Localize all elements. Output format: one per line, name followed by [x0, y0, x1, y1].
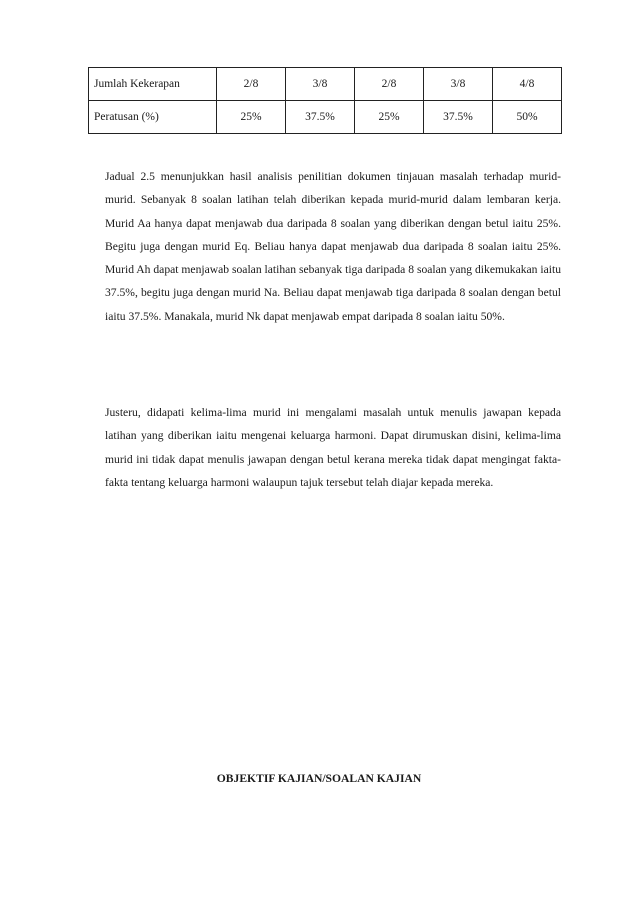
table-row-percentage [89, 101, 562, 134]
table-cell: 37.5% [424, 101, 493, 134]
table-cell: 37.5% [286, 101, 355, 134]
row-label: Peratusan (%) [89, 101, 217, 134]
section-heading: OBJEKTIF KAJIAN/SOALAN KAJIAN [216, 772, 422, 785]
table-cell: 2/8 [217, 68, 286, 101]
table-cell: 3/8 [286, 68, 355, 101]
table-cell: 25% [217, 101, 286, 134]
conclusion-paragraph: Justeru, didapati kelima-lima murid ini mengalami masalah untuk menulis jawapan kepada latihan yang diberikan iaitu mengenai keluarga harmoni. Dapat dirumuskan disini, kelima-lima murid ini tidak dapat menulis jawapan dengan betul kerana mereka tidak dapat mengingat fakta-fakta tentang keluarga harmoni walaupun tajuk tersebut telah diajar kepada mereka. [105, 406, 561, 489]
table-cell: 50% [493, 101, 562, 134]
table-row-frequency [89, 68, 562, 101]
frequency-table [88, 67, 562, 134]
row-label: Jumlah Kekerapan [89, 68, 217, 101]
table-cell: 3/8 [424, 68, 493, 101]
table-cell: 25% [355, 101, 424, 134]
analysis-paragraph: Jadual 2.5 menunjukkan hasil analisis penilitian dokumen tinjauan masalah terhadap murid-murid. Sebanyak 8 soalan latihan telah diberikan kepada murid-murid dalam lembaran kerja. Murid Aa hanya dapat menjawab dua daripada 8 soalan yang diberikan dengan betul iaitu 25%. Begitu juga dengan murid Eq. Beliau hanya dapat menjawab dua daripada 8 soalan iaitu 25%. Murid Ah dapat menjawab soalan latihan sebanyak tiga daripada 8 soalan yang dikemukakan iaitu 37.5%, begitu juga dengan murid Na. Beliau dapat menjawab tiga daripada 8 soalan dengan betul iaitu 37.5%. Manakala, murid Nk dapat menjawab empat daripada 8 soalan iaitu 50%. [105, 170, 561, 323]
table-cell: 4/8 [493, 68, 562, 101]
table-cell: 2/8 [355, 68, 424, 101]
